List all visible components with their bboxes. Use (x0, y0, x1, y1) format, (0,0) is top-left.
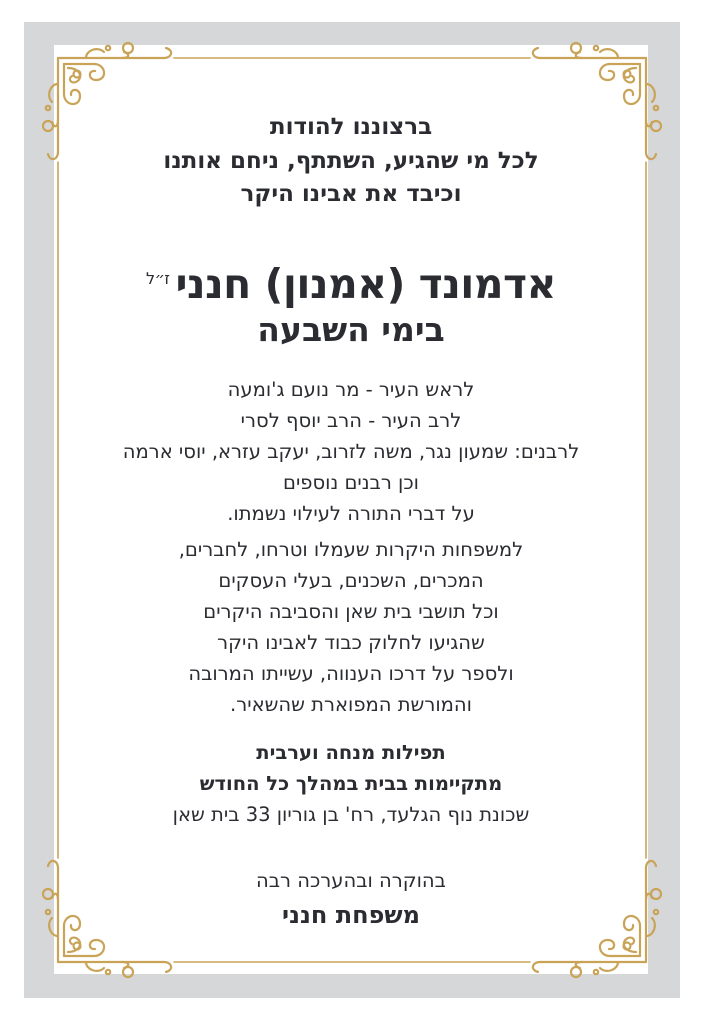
deceased-name: אדמונד (אמנון) חנני (175, 260, 556, 308)
deceased-name-row (54, 255, 648, 308)
prayers-title: תפילות מנחה וערבית (256, 741, 446, 764)
closing-line: בהוקרה ובהערכה רבה (256, 869, 446, 892)
family-thanks-line: והמורשת המפוארת שהשאיר. (230, 693, 472, 716)
family-thanks-line: שהגיעו לחלוק כבוד לאבינו היקר (217, 631, 485, 654)
prayers-subtitle: מתקיימות בבית במהלך כל החודש (199, 772, 503, 795)
shiva-line: בימי השבעה (257, 310, 445, 349)
thanks-line-1: ברצוננו להודות (269, 114, 433, 140)
family-thanks-line: המכרים, השכנים, בעלי העסקים (218, 569, 484, 592)
dignitary-line: וכן רבנים נוספים (283, 471, 419, 494)
dignitary-line: לראש העיר - מר נועם ג'ומעה (227, 378, 475, 401)
family-thanks-line: ולספר על דרכו הענווה, עשייתו המרובה (188, 662, 514, 685)
dignitary-line: לרב העיר - הרב יוסף לסרי (240, 409, 462, 432)
family-thanks-line: וכל תושבי בית שאן והסביבה היקרים (203, 600, 499, 623)
dignitary-line: על דברי התורה לעילוי נשמתו. (227, 502, 475, 525)
thanks-line-2: לכל מי שהגיע, השתתף, ניחם אותנו (163, 148, 539, 174)
honorific: ז״ל (146, 269, 170, 288)
family-thanks-line: למשפחות היקרות שעמלו וטרחו, לחברים, (178, 538, 524, 561)
notice-content (54, 45, 648, 974)
family-signature: משפחת חנני (282, 901, 420, 929)
prayers-address: שכונת נוף הגלעד, רח' בן גוריון 33 בית שאן (172, 803, 530, 826)
thanks-line-3: וכיבד את אבינו היקר (240, 181, 462, 207)
dignitary-line: לרבנים: שמעון נגר, משה לזרוב, יעקב עזרא, יוסי ארמה (122, 440, 580, 463)
